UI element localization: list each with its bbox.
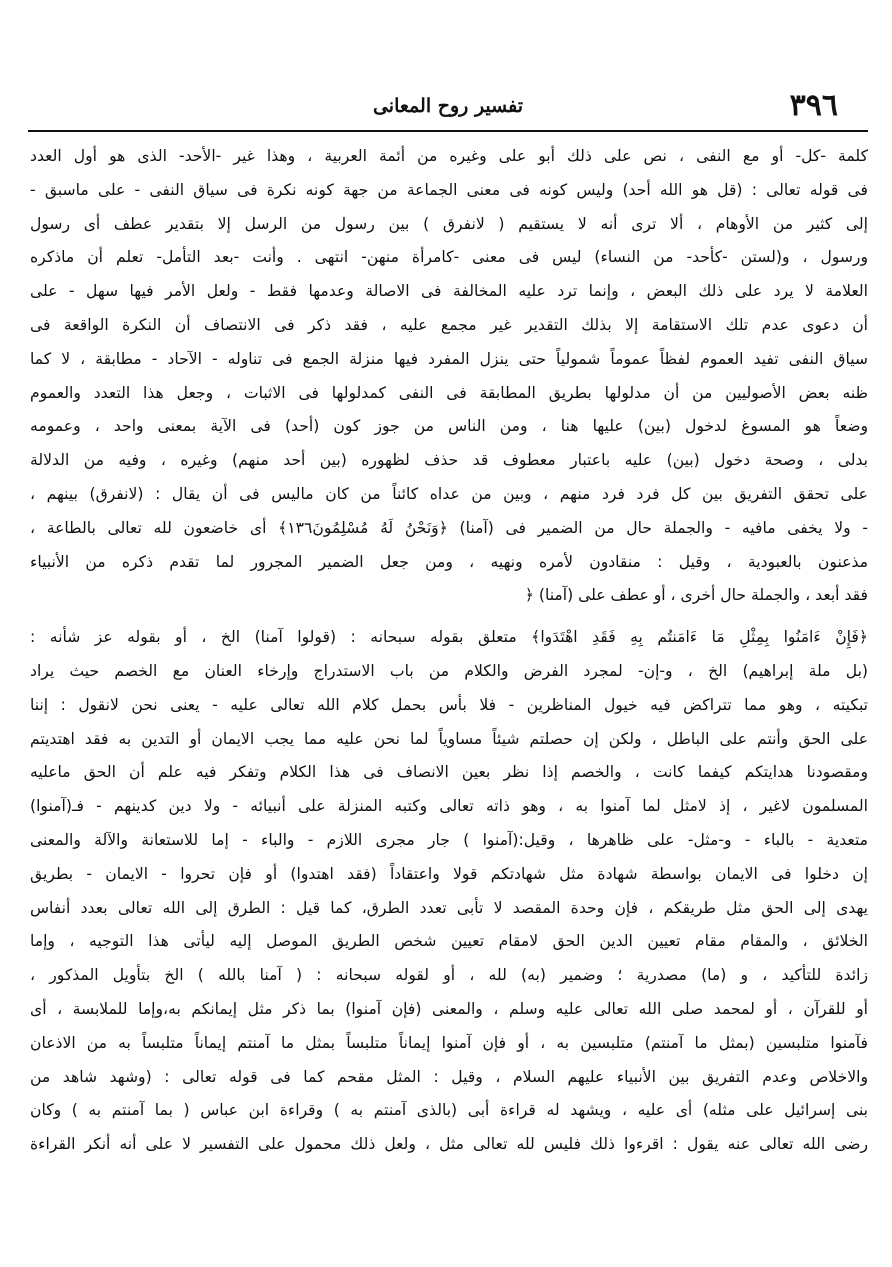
- text-line: زائدة للتأكيد ، و (ما) مصدرية ؛ وضمير (به) لله ، أو لقوله سبحانه : ( آمنا بالله ) الخ بتأويل المذكور ،: [30, 966, 868, 985]
- running-title: تفسير روح المعانى: [372, 95, 524, 117]
- page-number: ٣٩٦: [789, 88, 838, 123]
- text-line: مذعنون بالعبودية ، وقيل : منقادون لأمره ونهيه ، ومن جعل الضمير المجرور لما تقدم ذكره من الأنبياء: [30, 552, 868, 571]
- text-line: فآمنوا متلبسين (بمثل ما آمنتم) متلبسين به ، أو فإن آمنوا إيماناً متلبساً بمثل ما آمنتم إيماناً متلبساً به من الاذعان: [30, 1033, 868, 1052]
- text-line: ومقصودنا هدايتكم كيفما كانت ، والخصم إذا نظر بعين الانصاف فى هذا الكلام وتفكر فيه علم أن الحق ماعليه: [30, 763, 868, 782]
- paragraph-1: [30, 140, 868, 613]
- text-line: (بل ملة إبراهيم) الخ ، و-إن- لمجرد الفرض والكلام من باب الاستدراج وإرخاء العنان مع الخصم حيث يراد: [30, 661, 868, 680]
- text-line: سياق النفى تفيد العموم لفظاً عموماً شمولياً حتى ينزل المفرد فيها منزلة الجمع فى تناوله - الآحاد - مطابقة ، لا كما: [30, 349, 868, 368]
- text-line: على الحق وأنتم على الباطل ، ولكن إن حصلتم شيئاً مساوياً لما نحن عليه مما يجب الايمان أو التدين به فقد اهتديتم: [30, 729, 868, 748]
- text-line: ﴿فَإِنْ ءَامَنُوا بِمِثْلِ مَا ءَامَنتُم بِهِ فَقَدِ اهْتَدَوا﴾ متعلق بقوله سبحانه : (قولوا آمنا) الخ ، أو بقوله عز شأنه :: [30, 628, 868, 647]
- text-line: رضى الله تعالى عنه يقول : اقرءوا ذلك فليس لله تعالى مثل ، ولعل ذلك محمول على التفسير لا على أنه أنكر القراءة: [30, 1135, 868, 1154]
- text-line: بنى إسرائيل على مثله) أى عليه ، ويشهد له قراءة أبى (بالذى آمنتم به ) وقراءة ابن عباس ( بما آمنتم به ) وكان: [30, 1101, 868, 1120]
- header-rule: [28, 130, 868, 132]
- body-text: [30, 140, 868, 1162]
- text-line: وضعاً هو المسوغ لدخول (بين) عليها هنا ، ومن الناس من جوز كون (أحد) فى الآية بمعنى واحد ، وعمومه: [30, 417, 868, 436]
- text-line: بدلى ، وصحة دخول (بين) عليه باعتبار معطوف قد حذف لظهوره (بين أحد منهم) وغيره ، وفيه من الدلالة: [30, 451, 868, 470]
- text-line: على تحقق التفريق بين كل فرد فرد منهم ، وبين من عداه كائناً من كان ماليس فى أن يقال : (لانفرق) بينهم ،: [30, 484, 868, 503]
- paragraph-2: [30, 621, 868, 1162]
- text-line: ورسول ، و(لستن -كأحد- من النساء) ليس فى معنى -كامرأة منهن- انتهى . وأنت -بعد التأمل- تعلم أن ماذكره: [30, 248, 868, 267]
- text-line: فقد أبعد ، والجملة حال أخرى ، أو عطف على (آمنا) ﴿: [524, 586, 868, 605]
- text-line: تبكيته ، وهو مما تتراكض فيه خيول المناظرين - فلا بأس بحمل كلام الله تعالى عليه - يعنى نحن لانقول : إننا: [30, 695, 868, 714]
- text-line: أن دعوى عدم تلك الاستقامة إلا بذلك التقدير غير مجمع عليه ، فقد ذكر فى الانتصاف أن النكرة الواقعة فى: [30, 315, 868, 334]
- text-line: متعدية - بالباء - و-مثل- على ظاهرها ، وقيل:(آمنوا ) جار مجرى اللازم - والباء - إما للاستعانة والآلة والمعنى: [30, 830, 868, 849]
- text-line: - ولا يخفى مافيه - والجملة حال من الضمير فى (آمنا) ﴿وَنَحْنُ لَهُ مُسْلِمُونَ١٣٦﴾ أى خاضعون لله تعالى بالطاعة ،: [30, 518, 868, 537]
- text-line: إلى كثير من الأوهام ، ألا ترى أنه لا يستقيم ( لانفرق ) بين رسول من الرسل إلا بتقدير عطف أى رسول: [30, 214, 868, 233]
- text-line: أو للقرآن ، أو لمحمد صلى الله تعالى عليه وسلم ، والمعنى (فإن آمنوا) بما ذكر مثل إيمانكم به،وإما للملابسة ، أى: [30, 999, 868, 1018]
- paragraph-gap: [30, 613, 868, 621]
- text-line: يهدى إلى الحق مثل طريقكم ، فإن وحدة المقصد لا تأبى تعدد الطرق، كما قيل : الطرق إلى الله تعالى بعدد أنفاس: [30, 898, 868, 917]
- text-line: والاخلاص وعدم التفريق بين الأنبياء عليهم السلام ، وقيل : المثل مقحم كما فى قوله تعالى : (وشهد شاهد من: [30, 1067, 868, 1086]
- text-line: المسلمون لاغير ، إذ لامثل لما آمنوا به ، وهو ذاته تعالى وكتبه المنزلة على أنبيائه - ولا دين كدينهم - فـ(آمنوا): [30, 797, 868, 816]
- text-line: إن دخلوا فى الايمان بواسطة شهادة مثل شهادتكم قولا واعتقاداً (فقد اهتدوا) أو فإن تحروا - الايمان - بطريق: [30, 864, 868, 883]
- text-line: فى قوله تعالى : (قل هو الله أحد) وليس كونه فى معنى الجماعة من جهة كونه نكرة فى سياق النفى - على ماسبق -: [30, 180, 868, 199]
- text-line: كلمة -كل- أو مع النفى ، نص على ذلك أبو على وغيره من أئمة العربية ، وهذا غير -الأحد- الذى هو أول العدد: [30, 147, 868, 165]
- text-line: العلامة لا يرد على ذلك البعض ، وإنما ترد عليه المخالفة فى الاصالة وعدمها فقط - ولعل الأمر فيها سهل - على: [30, 282, 868, 301]
- text-line: الخلائق ، والمقام مقام تعيين الدين الحق لامقام تعيين شخص الطريق الموصل إليه ليأتى هذا التوجيه ، وإما: [30, 932, 868, 951]
- text-line: ظنه بعض الأصوليين من أن مدلولها بطريق المطابقة فى النفى كمدلولها فى الاثبات ، وجعل هذا التعدد والعموم: [30, 383, 868, 402]
- page-header: [28, 86, 868, 126]
